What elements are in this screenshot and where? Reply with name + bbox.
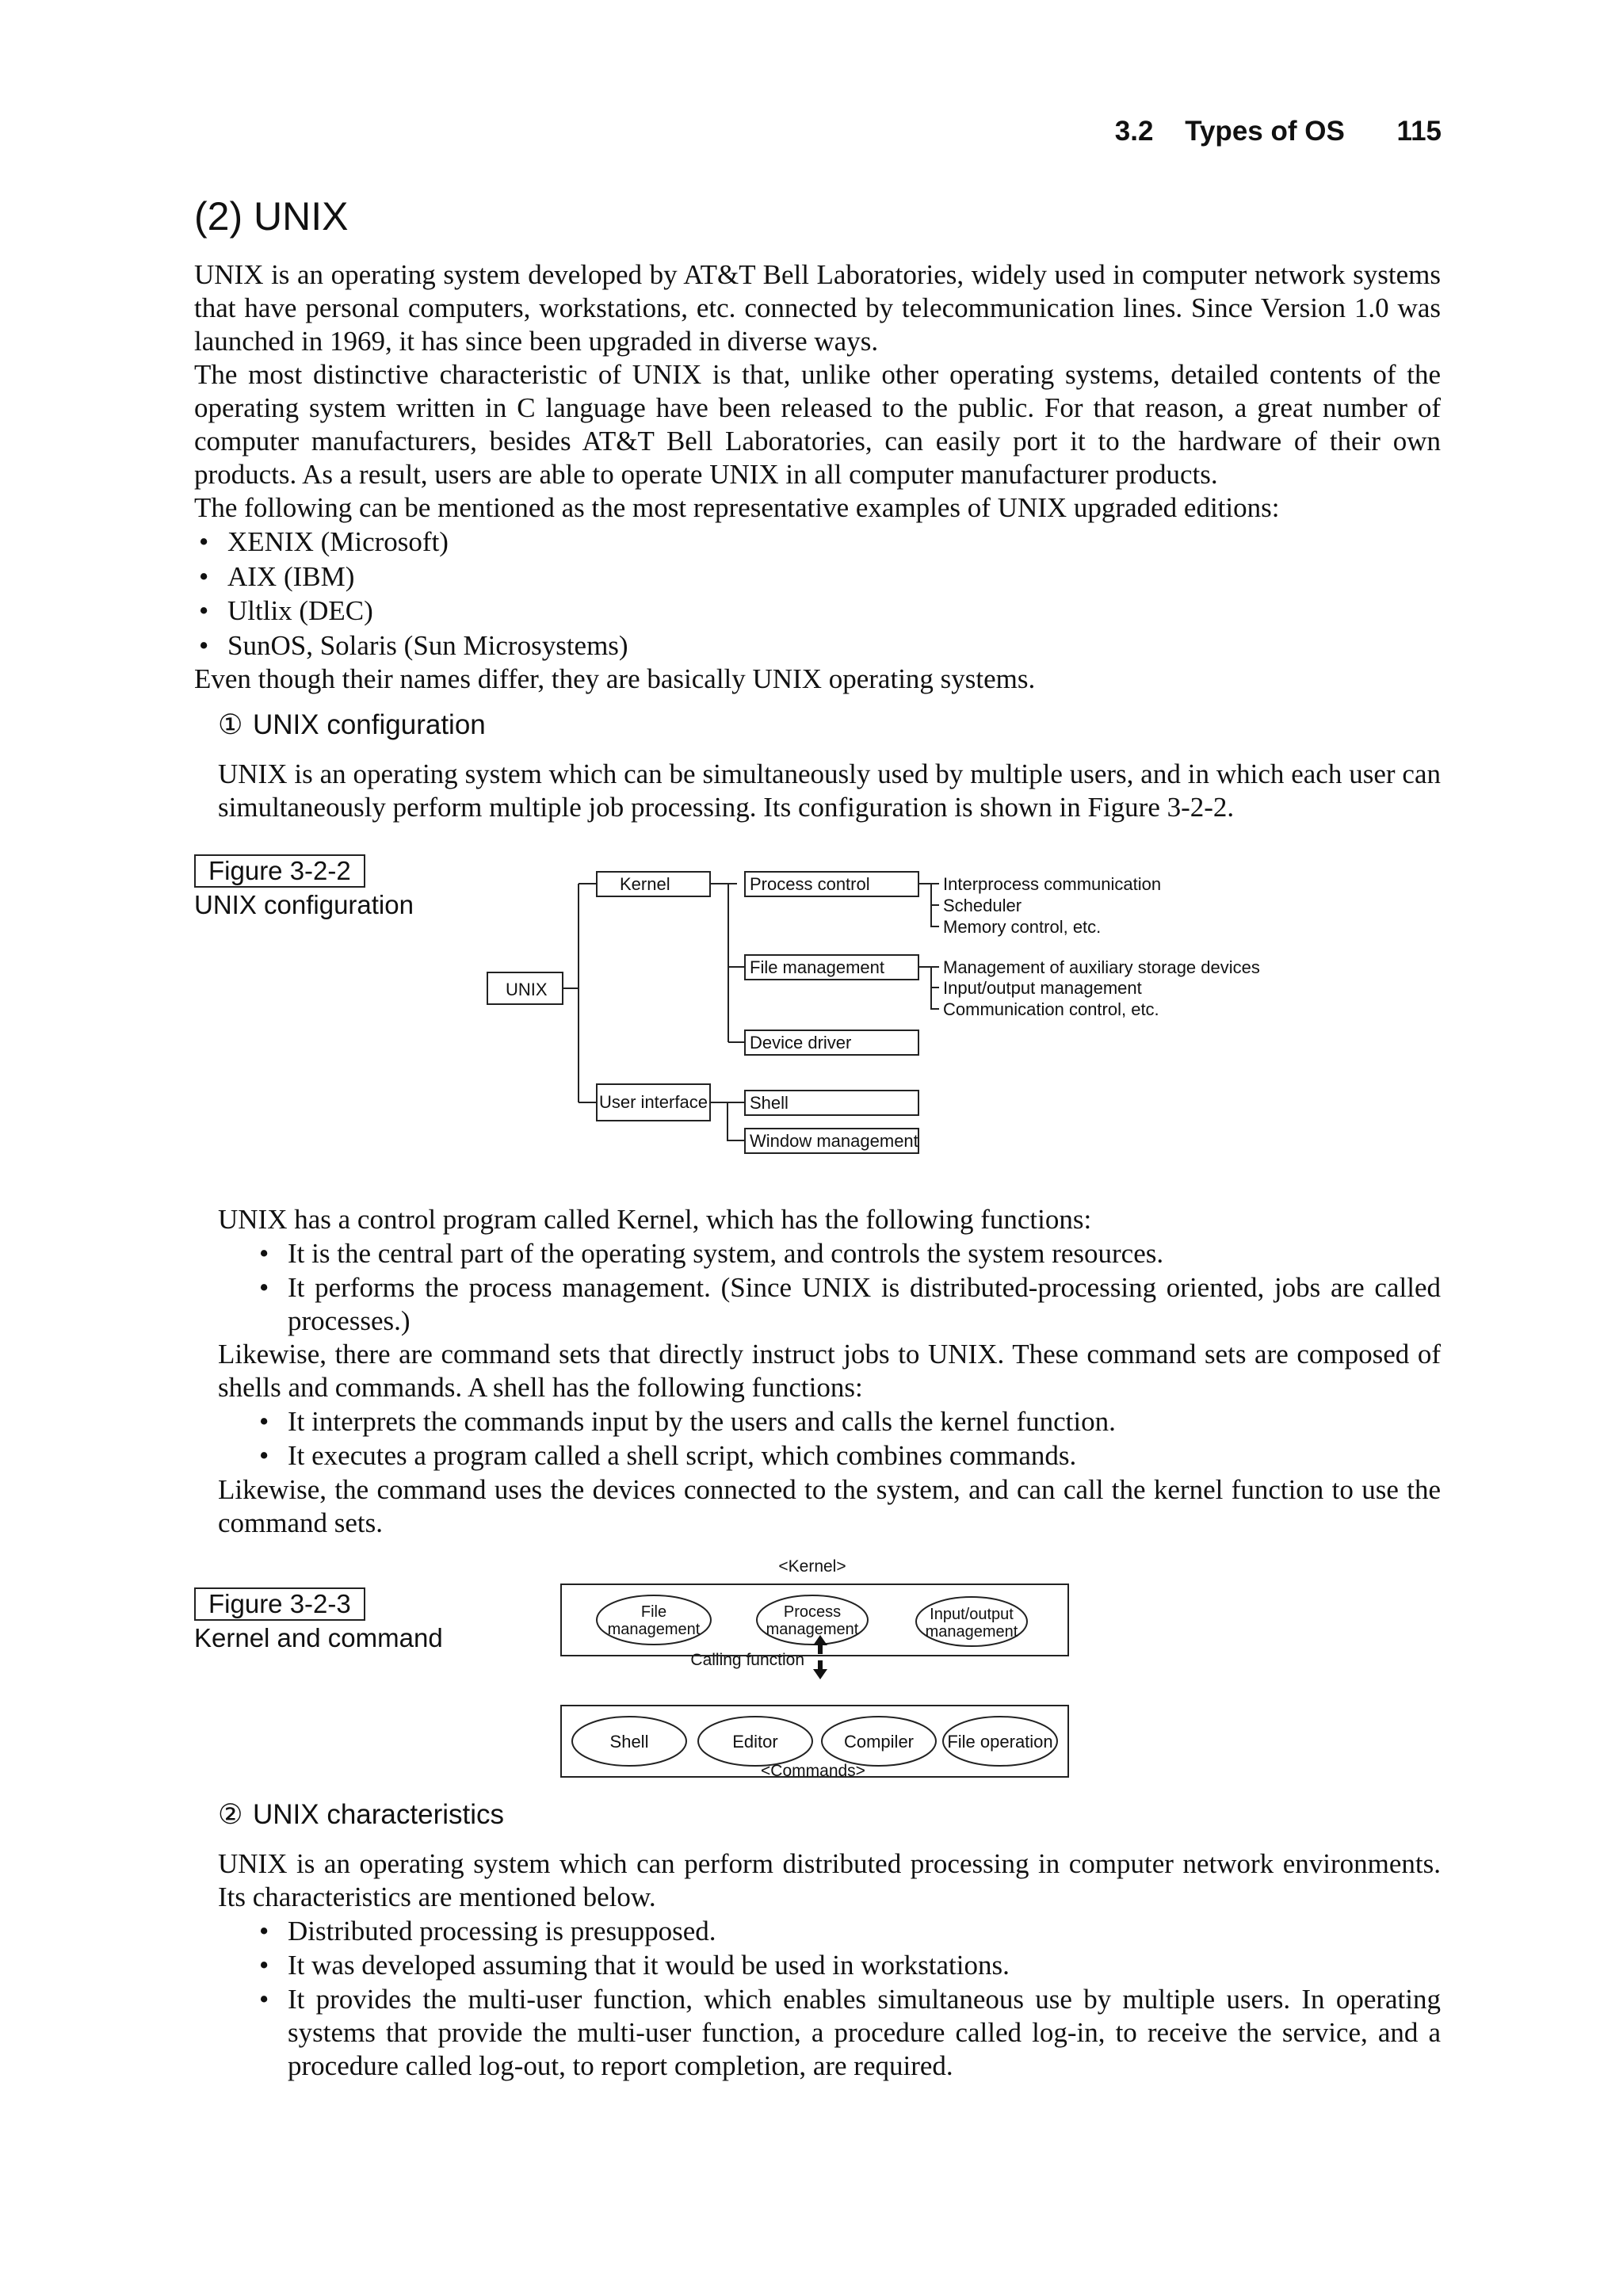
command-item-label: File operation (947, 1731, 1053, 1752)
kernel-item-label: File (640, 1603, 667, 1621)
calling-function-label: Calling function (690, 1650, 804, 1669)
kernel-item-label: management (766, 1620, 859, 1638)
config-paragraph: UNIX is an operating system which can be simultaneously used by multiple users, and in which each user can simultaneously perform multiple job processing. Its configuration is shown in Figure 3-2-2. (218, 758, 1441, 823)
section-title: (2) UNIX (194, 194, 349, 239)
list-item: • XENIX (Microsoft) (194, 525, 1441, 560)
calling-function-arrow (813, 1635, 827, 1679)
subsection-title: UNIX characteristics (253, 1798, 505, 1830)
pc-item-label: Scheduler (943, 896, 1022, 915)
pc-item-label: Interprocess communication (943, 874, 1162, 894)
list-item: • It was developed assuming that it would be used in workstations. (254, 1948, 1441, 1983)
subsection-number: ② (218, 1798, 243, 1830)
figure-number: Figure 3-2-3 (194, 1587, 365, 1621)
shell-functions-list (194, 1404, 1441, 1473)
unix-root-label: UNIX (506, 980, 548, 999)
subsection-heading-characteristics (218, 1797, 1441, 1833)
user-interface-label: User interface (599, 1092, 708, 1112)
list-item: • Distributed processing is presupposed. (254, 1914, 1441, 1949)
process-control-label: Process control (750, 874, 870, 894)
subsection-title: UNIX configuration (253, 709, 486, 740)
kernel-command-diagram (194, 1553, 1304, 1782)
fm-item-label: Communication control, etc. (943, 999, 1159, 1019)
list-item: • SunOS, Solaris (Sun Microsystems) (194, 628, 1441, 663)
kernel-item-label: Process (783, 1603, 842, 1621)
fm-item-label: Management of auxiliary storage devices (943, 957, 1260, 977)
commands-group-label: <Commands> (761, 1761, 865, 1780)
file-management-label: File management (750, 957, 884, 977)
figure-number: Figure 3-2-2 (194, 854, 365, 888)
kernel-group-label: <Kernel> (778, 1557, 846, 1576)
kernel-item-label: management (925, 1622, 1018, 1641)
figure-3-2-2 (194, 854, 1441, 1187)
kernel-functions-list (194, 1236, 1441, 1338)
subsection-number: ① (218, 709, 243, 740)
unix-configuration-diagram (194, 854, 1304, 1187)
list-item: • It provides the multi-user function, which enables simultaneous use by multiple users. In operating systems that provide the multi-user function, a procedure called log-in, to receive the service, and a procedure called log-out, to report completion, are required. (254, 1983, 1441, 2083)
running-header (1115, 116, 1442, 147)
intro-paragraph-1: UNIX is an operating system developed by AT&T Bell Laboratories, widely used in computer network systems that have personal computers, workstations, etc. connected by telecommunication lines. Since Version 1.0 was launched in 1969, it has since been upgraded in diverse ways. (194, 259, 1441, 357)
list-item: • Ultlix (DEC) (194, 594, 1441, 628)
list-item: • It is the central part of the operating system, and controls the system resources. (254, 1236, 1441, 1271)
intro-paragraph-2: The most distinctive characteristic of UNIX is that, unlike other operating systems, detailed contents of the operating system written in C language have been released to the public. For that reason, a great number of computer manufacturers, besides AT&T Bell Laboratories, can easily port it to the hardware of their own products. As a result, users are able to operate UNIX in all computer manufacturer products. (194, 359, 1441, 490)
intro-paragraph-4: Even though their names differ, they are basically UNIX operating systems. (194, 663, 1036, 694)
device-driver-label: Device driver (750, 1033, 852, 1052)
kernel-paragraph-1: UNIX has a control program called Kernel, which has the following functions: (218, 1204, 1092, 1235)
subsection-heading-config (218, 707, 1441, 743)
shell-label: Shell (750, 1093, 789, 1113)
list-item: • AIX (IBM) (194, 560, 1441, 594)
command-item-label: Shell (609, 1731, 649, 1752)
list-item: • It interprets the commands input by the users and calls the kernel function. (254, 1404, 1441, 1439)
figure-caption: UNIX configuration (194, 890, 414, 919)
header-section-title: Types of OS (1185, 116, 1345, 147)
header-section-number: 3.2 (1114, 116, 1154, 147)
window-management-label: Window management (750, 1131, 918, 1151)
editions-list (194, 525, 1441, 663)
kernel-item-label: Input/output (930, 1605, 1014, 1623)
command-item-label: Editor (732, 1731, 778, 1752)
intro-paragraph-3: The following can be mentioned as the most representative examples of UNIX upgraded editions: (194, 492, 1280, 523)
characteristics-paragraph: UNIX is an operating system which can perform distributed processing in computer network environments. Its characteristics are mentioned below. (218, 1847, 1441, 1912)
list-item: • It performs the process management. (Since UNIX is distributed-processing oriented, jobs are called processes.) (254, 1271, 1441, 1338)
pc-item-label: Memory control, etc. (943, 917, 1102, 937)
figure-caption: Kernel and command (194, 1622, 443, 1652)
figure-3-2-3 (194, 1553, 1441, 1782)
fm-item-label: Input/output management (943, 978, 1142, 998)
list-item: • It executes a program called a shell script, which combines commands. (254, 1438, 1441, 1473)
kernel-paragraph-3: Likewise, the command uses the devices connected to the system, and can call the kernel function to use the command sets. (218, 1473, 1441, 1538)
kernel-item-label: management (607, 1620, 701, 1638)
command-item-label: Compiler (843, 1731, 915, 1752)
page-number: 115 (1396, 116, 1442, 147)
kernel-paragraph-2: Likewise, there are command sets that directly instruct jobs to UNIX. These command sets are composed of shells and commands. A shell has the following functions: (218, 1338, 1441, 1403)
page-body (194, 190, 1441, 2083)
kernel-label: Kernel (620, 874, 670, 894)
characteristics-list (194, 1914, 1441, 2083)
